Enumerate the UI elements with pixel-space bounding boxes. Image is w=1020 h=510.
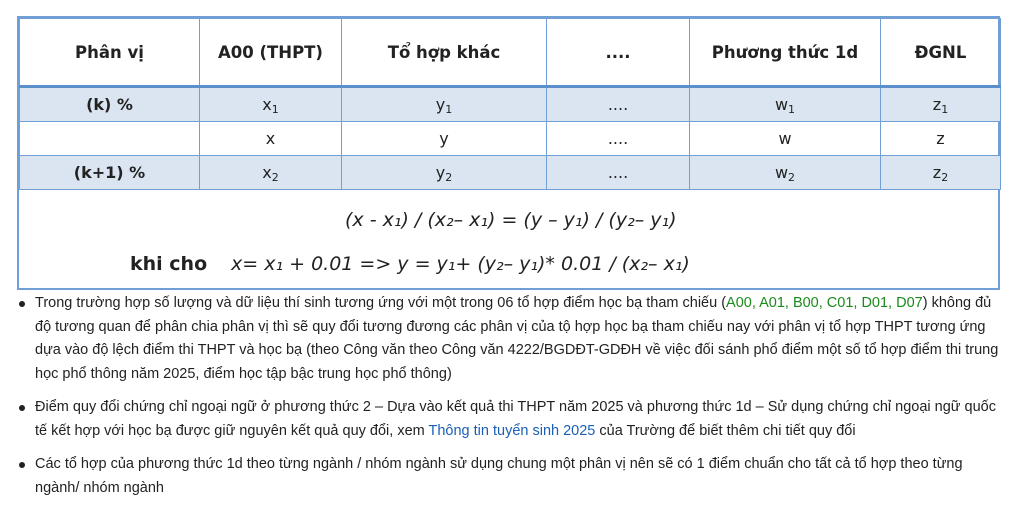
cell: x xyxy=(200,122,342,156)
formula-label: khi cho xyxy=(130,253,208,275)
cell: $y_2$ xyxy=(342,156,547,190)
header-phuong-thuc-1d: Phương thức 1d xyxy=(690,19,881,87)
combination-codes: A00, A01, B00, C01, D01, D07 xyxy=(726,295,923,311)
cell: .... xyxy=(547,87,690,122)
bullet-icon xyxy=(19,405,25,411)
row-label xyxy=(20,122,200,156)
cell: .... xyxy=(547,156,690,190)
formula-line-1: (x - x₁) / (x₂– x₁) = (y – y₁) / (y₂– y₁) xyxy=(345,209,677,231)
formula-line-2: x= x₁ + 0.01 => y = y₁+ (y₂– y₁)* 0.01 / (x₂– x₁) xyxy=(231,253,690,275)
interpolation-formula xyxy=(19,187,998,288)
list-item: Các tổ hợp của phương thức 1d theo từng ngành / nhóm ngành sử dụng chung một phân vị nên sẽ có 1 điểm chuẩn cho tất cả tổ hợp theo từng ngành/ nhóm ngành xyxy=(17,453,1002,500)
cell: z xyxy=(881,122,1001,156)
cell: $z_1$ xyxy=(881,87,1001,122)
cell: $x_1$ xyxy=(200,87,342,122)
header-ellipsis: .... xyxy=(547,19,690,87)
cell: y xyxy=(342,122,547,156)
header-dgnl: ĐGNL xyxy=(881,19,1001,87)
table-header-row xyxy=(20,19,1001,87)
admission-info-link[interactable]: Thông tin tuyển sinh 2025 xyxy=(428,422,596,439)
cell: $w_2$ xyxy=(690,156,881,190)
row-label: (k+1) % xyxy=(20,156,200,190)
list-item: Trong trường hợp số lượng và dữ liệu thí sinh tương ứng với một trong 06 tổ hợp điểm học bạ tham chiếu (A00, A01, B00, C01, D01, D07) không đủ độ tương quan để phân chia phân vị thì sẽ quy đổi tương đương các phân vị của tộ hợp học bạ tham chiếu nay với phân vị tổ hợp THPT tương ứng dựa vào độ lệch điểm thi THPT và học bạ (theo Công văn theo Công văn 4222/BGDĐT-GDĐH về việc đối sánh phổ điểm một số tổ hợp điểm thi trung học phổ thông năm 2025, điểm học tập bậc trung học phổ thông) xyxy=(17,292,1002,386)
bullet-icon xyxy=(19,462,25,468)
row-label: (k) % xyxy=(20,87,200,122)
table-row xyxy=(20,87,1001,122)
table-row xyxy=(20,122,1001,156)
cell: $y_1$ xyxy=(342,87,547,122)
list-item: Điểm quy đổi chứng chỉ ngoại ngữ ở phương thức 2 – Dựa vào kết quả thi THPT năm 2025 và phương thức 1d – Sử dụng chứng chỉ ngoại ngữ quốc tế kết hợp với học bạ được giữ nguyên kết quả quy đổi, xem Thông tin tuyển sinh 2025 của Trường để biết thêm chi tiết quy đổi xyxy=(17,396,1002,443)
bullet-icon xyxy=(19,301,25,307)
percentile-table xyxy=(17,16,1000,290)
cell: .... xyxy=(547,122,690,156)
table-row xyxy=(20,156,1001,190)
cell: $z_2$ xyxy=(881,156,1001,190)
header-a00: A00 (THPT) xyxy=(200,19,342,87)
cell: $w_1$ xyxy=(690,87,881,122)
cell: w xyxy=(690,122,881,156)
notes-list xyxy=(17,292,1002,510)
header-phan-vi: Phân vị xyxy=(20,19,200,87)
cell: $x_2$ xyxy=(200,156,342,190)
header-to-hop-khac: Tổ hợp khác xyxy=(342,19,547,87)
